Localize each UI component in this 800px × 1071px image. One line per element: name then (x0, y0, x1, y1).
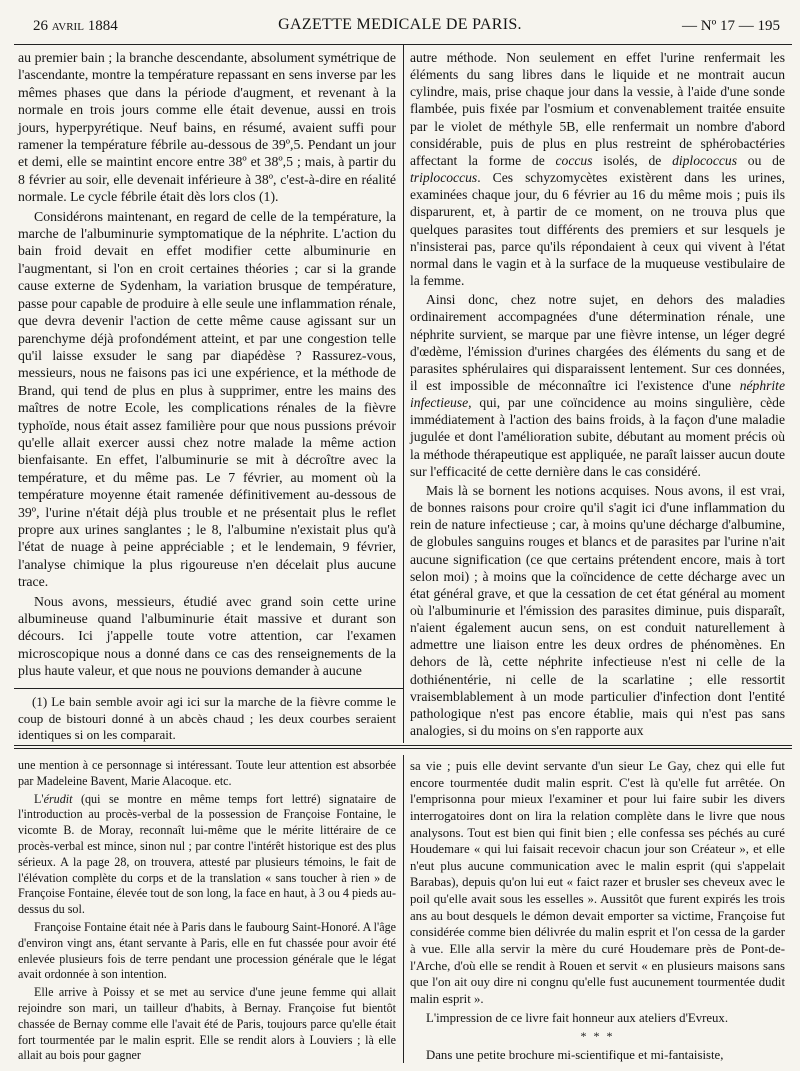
paragraph: Dans une petite brochure mi-scientifique et mi-fantaisiste, (426, 1047, 724, 1062)
paragraph: autre méthode. Non seulement en effet l'urine renfermait les éléments du sang libres dans le liquide et ne montrait aucun cylindre, mais, prise chaque jour dans la vessie, à l'aide d'une sonde flambée, puis fixée par l'osmium et convenablement traitée ensuite par le violet de méthyle 5B, elle renfermait un nombre d'abord considérable, puis de plus en plus restreint de sphérobactéries affectant la forme de coccus isolés, de diplococcus ou de triplococcus. Ces schyzomycètes existèrent dans les urines, examinées chaque jour, du 6 février au 16 du même mois ; puis ils disparurent, et, à partir de ce moment, on ne trouva plus que quelques parasites tout différents des premiers et sur lesquels je n'insisterai pas, parce qu'ils répondaient à ceux qui vivent à l'état normal dans le vagin et à la surface de la muqueuse vestibulaire de la femme. (410, 50, 785, 289)
footnote (18, 694, 396, 746)
bottom-right-column (410, 758, 785, 1063)
footnote-rule (14, 688, 403, 689)
top-left-column (18, 49, 396, 679)
paragraph: Mais là se bornent les notions acquises. Nous avons, il est vrai, de bonnes raisons pour croire qu'il s'agit ici d'une inflammation du rein de nature infectieuse ; car, à moins qu'une décharge d'albumine, de globules sanguins rouges et blancs et de parasites par l'urine n'ait aucune signification (ce que certains prétendent encore, mais à tort selon moi) ; à moins que la coïncidence de cette décharge avec un état général grave, et que la cessation de cet état général au moment où l'albuminurie et l'émission des parasites diminue, puis disparaît, n'aient également aucun sens, on est conduit naturellement à admettre une liaison entre les deux ordres de phénomènes. En dehors de là, cette néphrite infectieuse n'est ni celle de la dothiénentérie, ni celle de la scarlatine ; elle ressortit vraisemblablement à un mode particulier d'infection dont l'entité pathologique n'est pas encore établie, mais qui n'est pas sans analogies, si du moins on s'en rapporte aux (410, 482, 785, 739)
paragraph: au premier bain ; la branche descendante, absolument symétrique de l'ascendante, montre la température repassant en sens inverse par les mêmes phases que dans la période d'augment, et revenant à la normale en trois jours comme elle était devenue, aussi en trois jours, hyperpyrétique. Neuf bains, en résumé, avaient suffi pour ramener la température fébrile au-dessous de 39º,5. Pendant un jour et demi, elle se maintint encore entre 38º et 38º,5 ; mais, à partir du 8 février au soir, elle devenait inférieure à 38º, c'est-à-dire en réalité normale. Le cycle fébrile était dès lors clos (1). (18, 50, 396, 205)
paragraph: Nous avons, messieurs, étudié avec grand soin cette urine albumineuse quand l'albuminurie était massive et durant son décours. Ici j'appelle toute votre attention, car l'examen microscopique nous a donné dans ce cas des renseignements de la plus haute valeur, et que nous ne pouvions demander à aucune (18, 593, 396, 679)
paragraph: L'impression de ce livre fait honneur aux ateliers d'Evreux. (426, 1010, 729, 1025)
bottom-left-column (18, 758, 396, 1063)
top-right-column (410, 49, 785, 741)
term-erudit: érudit (43, 791, 73, 806)
top-column-divider (403, 44, 404, 743)
issue-date: 26 avril 1884 (33, 18, 118, 34)
running-header (0, 14, 800, 40)
paragraph: Ainsi donc, chez notre sujet, en dehors des maladies ordinairement accompagnées d'une détermination rénale, une néphrite survient, se marque par une fièvre intense, un léger degré d'œdème, l'émission d'urines chargées des éléments du sang et de parasites sphérulaires qui disparaissent lentement. Sur ces données, il est impossible de méconnaître ici l'existence d'une néphrite infectieuse, qui, par une coïncidence au moins singulière, cède immédiatement à l'action des bains froids, à la façon d'une maladie jugulée et dont l'amélioration subite, débutant au moment précis où la méthode thérapeutique est appliquée, ne paraît laisser aucun doute sur l'efficacité de cette dernière dans le cas considéré. (410, 292, 785, 479)
footnote-text: (1) Le bain semble avoir agi ici sur la marche de la fièvre comme le coup de bistouri donné à un abcès chaud ; les deux courbes seraient identiques si on les comparait. (18, 694, 396, 742)
paragraph: L'érudit (qui se montre en même temps fort lettré) signataire de l'introduction au procès-verbal de la possession de Françoise Fontaine, le vicomte B. de Moray, reconnaît lui-même que le mérite littéraire de ce procès-verbal est mince, sinon nul ; par contre l'intérêt historique est des plus sérieux. A la page 28, on trouvera, attesté par plusieurs témoins, le fait de l'élévation complète du corps et de la translation « sans toucher à rien » de Françoise Fontaine, élevée tout de son long, la face en haut, à 3 ou 4 pieds au-dessus du sol. (18, 791, 396, 917)
section-rule (14, 745, 792, 746)
bottom-column-divider (403, 755, 404, 1063)
term-diplococcus: diplococcus (672, 152, 737, 168)
paragraph: Considérons maintenant, en regard de celle de la température, la marche de l'albuminurie symptomatique de la néphrite. L'action du bain froid devait en effet modifier cette albuminurie en l'augmentant, si l'on en croit certaines théories ; car si la grande cause externe de Sydenham, la variation brusque de température, passe pour capable de produire à elle seule une inflammation rénale, que devra devenir l'action de cette même cause agissant sur un parenchyme déjà profondément atteint, et par une congestion telle qu'il laisse exsuder le sang par diapédèse ? Rassurez-vous, messieurs, nous ne faisons pas ici une expérience, et la méthode de Brand, qui tend de plus en plus à supprimer, entre les mains des maîtres de notre Ecole, les complications rénales de la fièvre typhoïde, nous était assez familière pour que nous pussions prévoir qu'elle allait exercer aussi chez notre malade la même action bienfaisante. En effet, l'albuminurie se mit à décroître avec la température, et du même pas. Le 7 février, au moment où la température moyenne était ramenée définitivement au-dessous de 39º, l'urine n'était déjà plus trouble et ne présentait plus le reflet propre aux urines sanglantes ; le 8, l'albumine n'existait plus qu'à l'état de nuage à peine appréciable ; et le lendemain, 9 février, l'analyse chimique la plus rigoureuse n'en décelait plus aucune trace. (18, 208, 396, 590)
paragraph: sa vie ; puis elle devint servante d'un sieur Le Gay, chez qui elle fut encore tourmentée dudit malin esprit. C'est là qu'elle fut arrêtée. On l'emprisonna pour mieux l'examiner et pour lui faire subir les divers interrogatoires dont on lira la relation complète dans le livre que nous analysons. Tout est bien qui finit bien ; elle confessa ses péchés au curé Houdemare « qui lui faisait recevoir chacun jour son Créateur », et elle n'eut plus aucune communication avec le malin esprit (qui s'appelait Barabas), depuis qu'on lui eut « faict razer et brusler ses cheveux avec le poil qu'elle avait sous les esselles ». Aussitôt que furent expirés les trois ans au bout desquels le démon devait emporter sa victime, Françoise fut considérée comme bien délivrée du malin esprit et l'on cessa de la garder à vue. Elle alla servir la mère du curé Houdemare près de Pont-de-l'Arche, d'où elle se rendit à Rouen et servit « en plusieurs maisons sans que l'on ait ouy dire ni congnu qu'elle fust aucunement tourmentée dudit malin esprit ». (410, 759, 785, 1006)
term-triplococcus: triplococcus (410, 170, 478, 186)
section-rule-double (14, 748, 792, 749)
section-break-asterisks: * * * (580, 1029, 615, 1044)
paragraph: Françoise Fontaine était née à Paris dans le faubourg Saint-Honoré. A l'âge d'environ vingt ans, étant servante à Paris, elle en fut chassée pour avoir été enlevée plusieurs fois de terre pendant une procession générale que le légat avait ordonnée à son intention. (18, 919, 396, 982)
term-nephrite-infectieuse: néphrite infectieuse (410, 377, 785, 411)
publication-title: GAZETTE MEDICALE DE PARIS. (278, 16, 522, 33)
paragraph: Elle arrive à Poissy et se met au service d'une jeune femme qui allait rejoindre son mari, un tailleur d'habits, à Bernay. Françoise fut bientôt chassée de Bernay comme elle l'avait été de Paris, toujours parce qu'elle était fort tourmentée par le malin esprit. Elle se rendit alors à Louviers ; là elle allait au bois pour gagner (18, 985, 396, 1063)
term-coccus: coccus (555, 152, 593, 168)
page-number: — Nº 17 — 195 (682, 18, 780, 34)
paragraph: une mention à ce personnage si intéressant. Toute leur attention est absorbée par Madeleine Bavent, Marie Alacoque. etc. (18, 758, 396, 788)
